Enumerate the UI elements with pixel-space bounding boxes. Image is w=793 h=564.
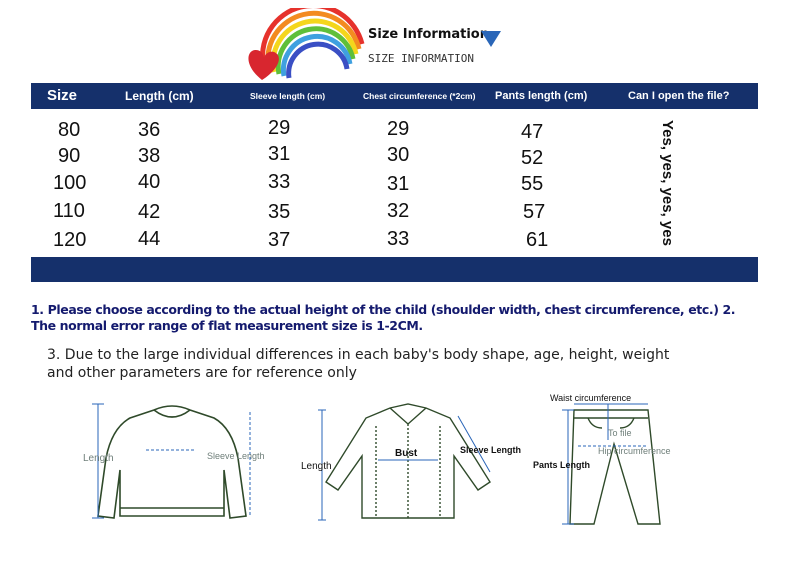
cell-sleeve: 31	[268, 143, 291, 165]
col-size: Size	[47, 87, 78, 104]
col-chest: Chest circumference (*2cm)	[363, 91, 476, 101]
cell-pants: 47	[521, 121, 544, 143]
cell-pants: 55	[521, 173, 544, 195]
pants-length-label: Pants Length	[533, 460, 591, 470]
col-sleeve: Sleeve length (cm)	[250, 91, 326, 101]
table-footer-bar	[31, 257, 758, 282]
pants-waist-label: Waist circumference	[550, 393, 632, 403]
cell-pants: 52	[521, 147, 544, 169]
open-file-answer	[652, 120, 678, 260]
open-file-answer-text: Yes, yes, yes, yes	[659, 120, 676, 246]
cell-length: 42	[138, 201, 161, 223]
cell-chest: 29	[387, 118, 410, 140]
cell-chest: 30	[387, 144, 410, 166]
rainbow-heart-logo	[242, 8, 370, 84]
sweater-sleeve-label: Sleeve Length	[207, 451, 265, 461]
pants-hip-label: Hip circumference	[598, 446, 671, 456]
cell-pants: 61	[526, 229, 549, 251]
shirt-bust-label: Bust	[395, 448, 418, 459]
cell-size: 100	[53, 172, 87, 194]
cell-sleeve: 29	[268, 117, 291, 139]
cell-chest: 31	[387, 173, 410, 195]
cell-sleeve: 37	[268, 229, 291, 251]
pants-to-file-label: To file	[608, 428, 632, 438]
triangle-down-icon	[481, 31, 501, 47]
table-header	[31, 83, 758, 109]
cell-sleeve: 33	[268, 171, 291, 193]
cell-pants: 57	[523, 201, 546, 223]
cell-size: 90	[58, 145, 81, 167]
col-pants: Pants length (cm)	[495, 90, 588, 102]
shirt-diagram	[318, 402, 498, 527]
cell-length: 44	[138, 228, 161, 250]
cell-chest: 32	[387, 200, 410, 222]
cell-sleeve: 35	[268, 201, 291, 223]
cell-chest: 33	[387, 228, 410, 250]
cell-length: 36	[138, 119, 161, 141]
cell-size: 120	[53, 229, 87, 251]
cell-length: 38	[138, 145, 161, 167]
sweater-length-label: Length	[83, 453, 114, 464]
shirt-sleeve-label: Sleeve Length	[460, 445, 522, 455]
note-1: 1. Please choose according to the actual height of the child (shoulder width, chest circumference, etc.) 2. The normal error range of flat measurement size is 1-2CM.	[31, 302, 736, 333]
cell-size: 110	[53, 200, 85, 222]
page-title: Size Information	[368, 27, 489, 42]
page-subtitle: SIZE INFORMATION	[368, 52, 474, 65]
col-length: Length (cm)	[125, 89, 194, 103]
cell-size: 80	[58, 119, 81, 141]
note-3: 3. Due to the large individual differences in each baby's body shape, age, height, weight and other parameters are for reference only	[47, 347, 670, 381]
shirt-length-label: Length	[301, 461, 332, 472]
cell-length: 40	[138, 171, 161, 193]
col-open-file: Can I open the file?	[628, 90, 730, 102]
